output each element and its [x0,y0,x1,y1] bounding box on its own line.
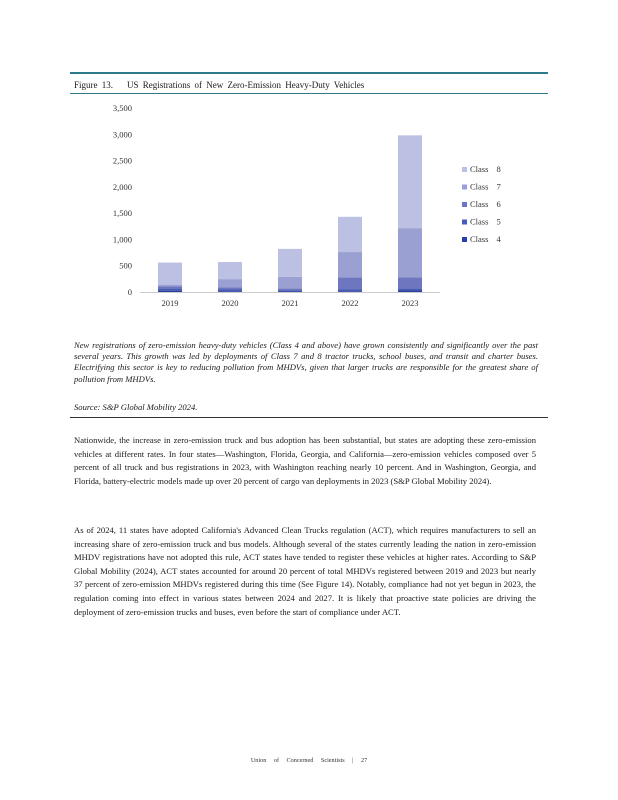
y-tick-label: 3,000 [112,129,132,140]
y-tick-label: 1,000 [112,234,132,245]
y-tick-label: 500 [119,260,132,271]
bar-segment [398,288,422,290]
bar-segment [338,291,362,292]
bar-segment [218,289,242,291]
bar-segment [278,291,302,292]
page-footer [0,757,618,764]
figure-title-text: US Registrations of New Zero-Emission Heavy-Duty Vehicles [127,80,365,90]
bar-segment [278,249,302,277]
legend-swatch [462,185,467,190]
bar-segment [398,228,422,277]
legend-label: Class 7 [470,181,501,192]
legend-label: Class 8 [470,164,501,174]
x-tick-label: 2020 [221,298,239,308]
bar-segment [338,289,362,291]
bar-segment [218,262,242,279]
registrations-chart [0,0,618,330]
bar-segment [158,291,182,292]
y-tick-label: 2,500 [112,155,132,166]
x-tick-label: 2019 [161,298,179,308]
legend-swatch [462,220,467,225]
legend-label: Class 6 [470,199,501,209]
legend-label: Class 5 [470,216,501,227]
figure-label: Figure 13. [74,80,113,90]
legend-swatch [462,202,467,207]
bar-segment [398,278,422,289]
bar-segment [218,288,242,290]
bar-segment [398,135,422,228]
bar-segment [338,252,362,277]
legend-label: Class 4 [470,234,501,244]
bar-segment [278,290,302,291]
y-tick-label: 2,000 [112,181,132,192]
bar-segment [278,277,302,289]
x-tick-label: 2023 [401,298,419,308]
legend-swatch [462,167,467,172]
body-paragraph-2: As of 2024, 11 states have adopted California's Advanced Clean Trucks regulation (ACT), which requires manufacturers to sell an increasing share of zero-emission truck and bus models. Although several of the states currently leading the nation in zero-emission MHDV registrations have not adopted this rule, ACT states have tended to register these vehicles at higher rates. According to S&P Global Mobility (2024), ACT states accounted for around 20 percent of total MHDVs registered between 2019 and 2023 but nearly 37 percent of zero-emission MHDVs registered during this time (See Figure 14). Notably, compliance had not yet begun in 2023, the regulation coming into effect in various states between 2024 and 2027. It is likely that proactive state policies are driving the deployment of zero-emission trucks and buses, even before the start of compliance under ACT. [74,525,536,617]
bar-segment [338,277,362,289]
bar-segment [338,217,362,252]
figure-source: Source: S&P Global Mobility 2024. [74,402,198,412]
footer-org: Union of Concerned Scientists [250,757,345,764]
y-tick-label: 1,500 [112,208,132,219]
y-tick-label: 0 [127,287,132,297]
bar-segment [218,291,242,292]
legend-swatch [462,237,467,242]
bar-segment [158,288,182,291]
x-tick-label: 2022 [341,298,359,308]
figure-caption: New registrations of zero-emission heavy-duty vehicles (Class 4 and above) have grown consistently and significantly over the past several years. This growth was led by deployments of Class 7 and 8 tractor trucks, school buses, and transit and charter buses. Electrifying this sector is key to reducing pollution from MHDVs, given that larger trucks are responsible for the greatest share of pollution from MHDVs. [74,340,538,384]
figure-bottom-rule [70,417,548,418]
footer-separator: | [352,757,354,764]
bar-segment [278,289,302,291]
body-paragraph-1: Nationwide, the increase in zero-emission truck and bus adoption has been substantial, but states are adopting these zero-emission vehicles at different rates. In four states—Washington, Florida, Georgia, and California—zero-emission vehicles composed over 5 percent of all truck and bus registrations in 2023, with Washington reaching nearly 10 percent. And in Washington, Georgia, and Florida, battery-electric models made up over 20 percent of cargo van deployments in 2023 (S&P Global Mobility 2024). [74,435,536,486]
bar-segment [158,263,182,285]
bar-segment [218,279,242,287]
bar-segment [158,286,182,288]
y-tick-label: 3,500 [112,103,132,113]
x-tick-label: 2021 [281,298,299,308]
bar-segment [398,290,422,292]
bar-segment [158,285,182,287]
footer-page-number: 27 [360,757,368,764]
